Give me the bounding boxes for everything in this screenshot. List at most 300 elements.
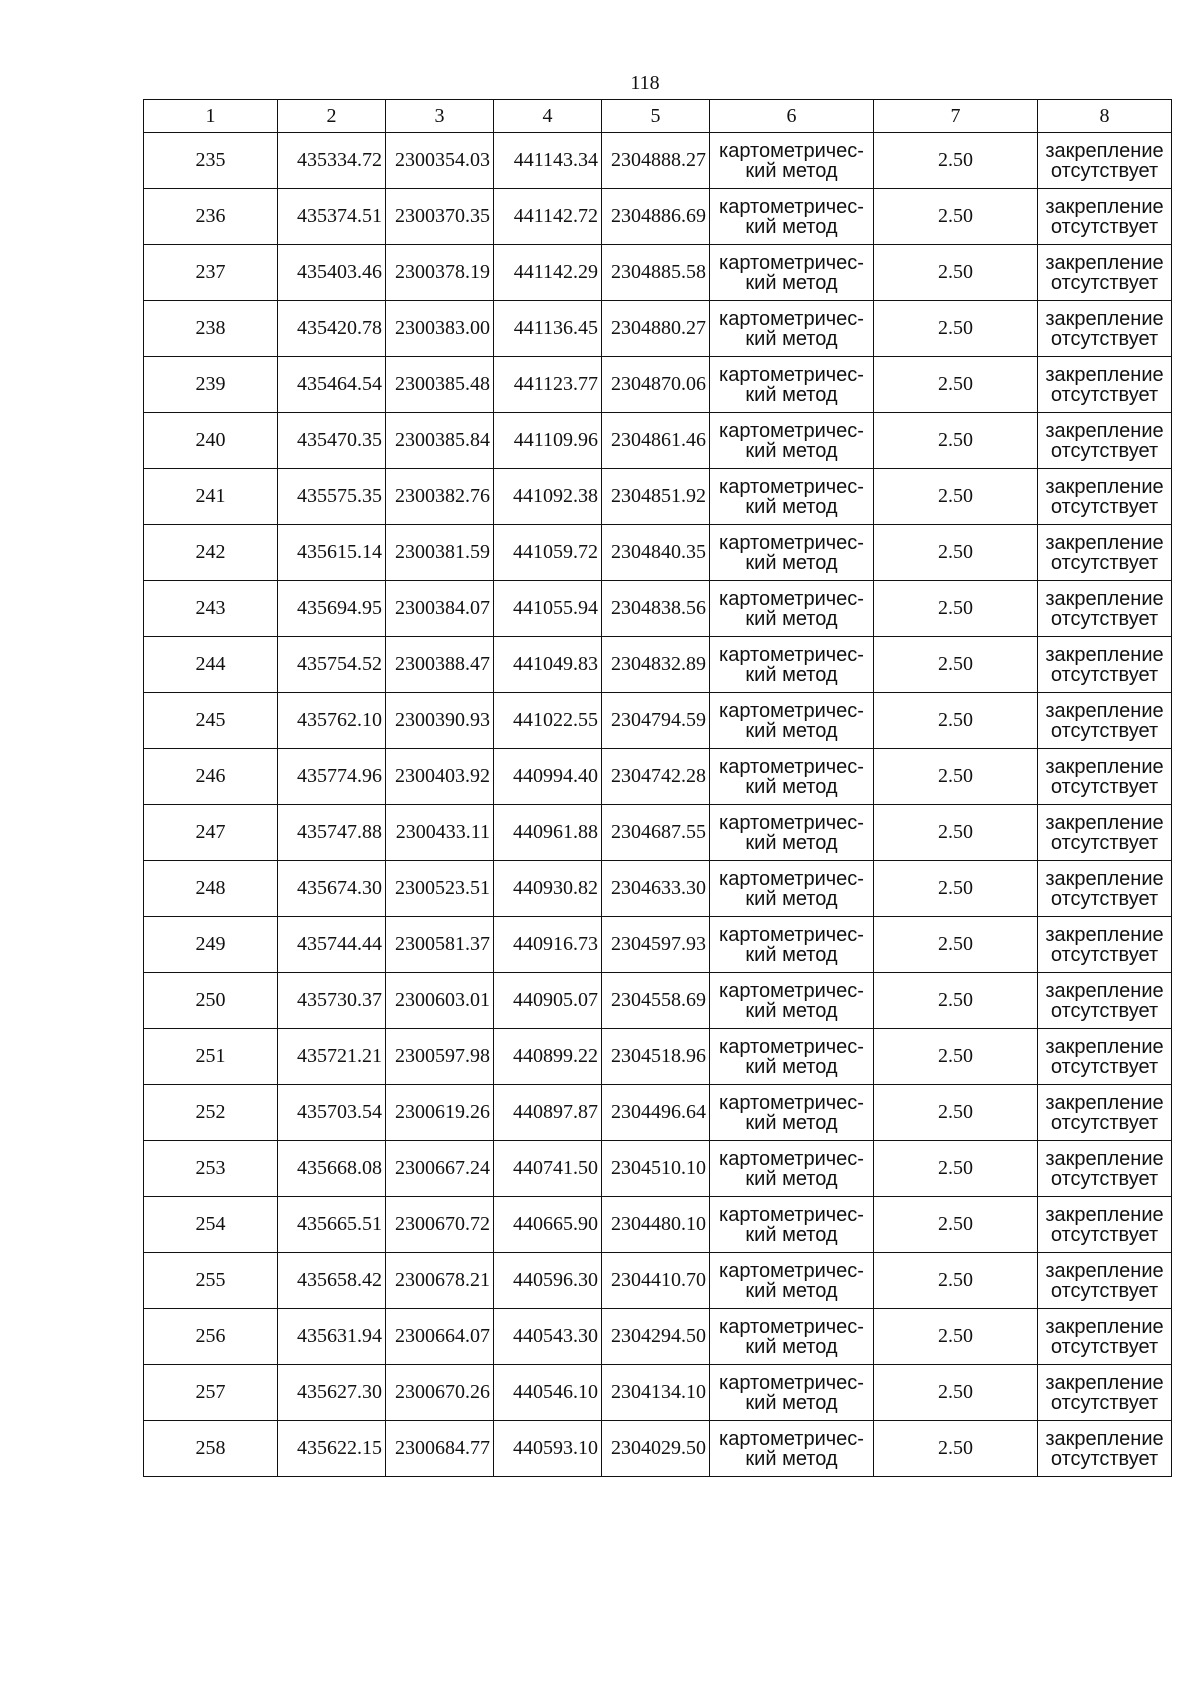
coordinate-cell: 2304410.70 [602,1253,710,1309]
point-number-cell: 241 [144,469,278,525]
fixation-cell [1038,1421,1172,1477]
fixation-text: отсутствует [1050,327,1159,350]
fixation-text: отсутствует [1050,1055,1159,1078]
fixation-text: закрепление [1045,1203,1164,1226]
fixation-text: отсутствует [1050,439,1159,462]
fixation-text: закрепление [1045,587,1164,610]
method-text: картометричес- [719,307,864,330]
point-number-cell: 236 [144,189,278,245]
fixation-text: отсутствует [1050,1167,1159,1190]
method-cell [710,1253,874,1309]
fixation-text: закрепление [1045,1147,1164,1170]
table-row [144,861,1172,917]
coordinate-cell: 435403.46 [278,245,386,301]
point-number-cell: 250 [144,973,278,1029]
fixation-text: закрепление [1045,475,1164,498]
coordinate-cell: 2300370.35 [386,189,494,245]
accuracy-cell: 2.50 [874,1253,1038,1309]
fixation-cell [1038,805,1172,861]
coordinate-cell: 441049.83 [494,637,602,693]
coordinate-cell: 2304838.56 [602,581,710,637]
fixation-cell [1038,581,1172,637]
coordinate-cell: 2300378.19 [386,245,494,301]
coordinate-cell: 2300670.72 [386,1197,494,1253]
coordinate-cell: 435754.52 [278,637,386,693]
coordinate-cell: 435631.94 [278,1309,386,1365]
method-text: картометричес- [719,1427,864,1450]
coordinate-cell: 2304851.92 [602,469,710,525]
fixation-text: закрепление [1045,755,1164,778]
coordinate-cell: 2300603.01 [386,973,494,1029]
method-cell [710,1309,874,1365]
table-header-row [144,100,1172,133]
coordinate-cell: 2300382.76 [386,469,494,525]
fixation-text: закрепление [1045,419,1164,442]
column-header: 5 [602,100,710,133]
method-text: кий метод [745,719,838,742]
accuracy-cell: 2.50 [874,749,1038,805]
coordinate-cell: 435730.37 [278,973,386,1029]
fixation-text: закрепление [1045,1091,1164,1114]
coordinate-cell: 2304880.27 [602,301,710,357]
accuracy-cell: 2.50 [874,1197,1038,1253]
coordinate-cell: 435703.54 [278,1085,386,1141]
coordinate-cell: 2300670.26 [386,1365,494,1421]
method-text: кий метод [745,215,838,238]
table-row [144,1253,1172,1309]
method-text: кий метод [745,999,838,1022]
method-cell [710,917,874,973]
coordinate-cell: 435658.42 [278,1253,386,1309]
coordinate-cell: 2304794.59 [602,693,710,749]
coordinate-cell: 441055.94 [494,581,602,637]
fixation-cell [1038,189,1172,245]
coordinate-cell: 2300581.37 [386,917,494,973]
point-number-cell: 245 [144,693,278,749]
coordinate-cell: 441092.38 [494,469,602,525]
fixation-cell [1038,1309,1172,1365]
coordinate-cell: 2300384.07 [386,581,494,637]
table-row [144,1365,1172,1421]
fixation-text: отсутствует [1050,831,1159,854]
coordinate-cell: 435674.30 [278,861,386,917]
accuracy-cell: 2.50 [874,189,1038,245]
method-cell [710,301,874,357]
coordinate-cell: 440593.10 [494,1421,602,1477]
accuracy-cell: 2.50 [874,637,1038,693]
fixation-cell [1038,973,1172,1029]
fixation-text: отсутствует [1050,1223,1159,1246]
coordinate-cell: 2300523.51 [386,861,494,917]
method-text: кий метод [745,271,838,294]
table-row [144,973,1172,1029]
coordinate-cell: 435774.96 [278,749,386,805]
coordinate-cell: 2300403.92 [386,749,494,805]
column-header: 8 [1038,100,1172,133]
coordinate-cell: 2300385.84 [386,413,494,469]
coordinate-cell: 440543.30 [494,1309,602,1365]
table-row [144,301,1172,357]
method-text: кий метод [745,1279,838,1302]
coordinate-cell: 440905.07 [494,973,602,1029]
accuracy-cell: 2.50 [874,469,1038,525]
coordinate-cell: 441136.45 [494,301,602,357]
method-text: кий метод [745,1167,838,1190]
coordinate-cell: 435668.08 [278,1141,386,1197]
coordinate-cell: 441022.55 [494,693,602,749]
coordinate-cell: 2304518.96 [602,1029,710,1085]
fixation-cell [1038,469,1172,525]
fixation-text: закрепление [1045,979,1164,1002]
fixation-cell [1038,637,1172,693]
coordinate-cell: 435747.88 [278,805,386,861]
point-number-cell: 246 [144,749,278,805]
coordinate-cell: 440899.22 [494,1029,602,1085]
coordinate-cell: 2300678.21 [386,1253,494,1309]
method-text: кий метод [745,551,838,574]
table-row [144,749,1172,805]
method-text: картометричес- [719,419,864,442]
accuracy-cell: 2.50 [874,1365,1038,1421]
point-number-cell: 256 [144,1309,278,1365]
coordinate-cell: 441142.29 [494,245,602,301]
method-text: картометричес- [719,1147,864,1170]
coordinate-cell: 435622.15 [278,1421,386,1477]
method-text: кий метод [745,1447,838,1470]
coordinate-cell: 441123.77 [494,357,602,413]
method-text: кий метод [745,607,838,630]
table-row [144,189,1172,245]
accuracy-cell: 2.50 [874,1421,1038,1477]
coordinate-cell: 2304558.69 [602,973,710,1029]
coordinate-cell: 2304886.69 [602,189,710,245]
method-text: картометричес- [719,363,864,386]
coordinate-cell: 435762.10 [278,693,386,749]
coordinate-cell: 2304294.50 [602,1309,710,1365]
method-cell [710,413,874,469]
coordinate-cell: 435470.35 [278,413,386,469]
method-cell [710,1197,874,1253]
method-cell [710,525,874,581]
method-cell [710,1029,874,1085]
method-text: картометричес- [719,811,864,834]
coordinate-cell: 2304832.89 [602,637,710,693]
method-text: картометричес- [719,475,864,498]
coordinate-cell: 2300388.47 [386,637,494,693]
coordinate-cell: 440596.30 [494,1253,602,1309]
coordinate-cell: 440994.40 [494,749,602,805]
coordinate-cell: 2300390.93 [386,693,494,749]
point-number-cell: 240 [144,413,278,469]
coordinate-cell: 2304134.10 [602,1365,710,1421]
fixation-text: отсутствует [1050,1279,1159,1302]
coordinate-cell: 2304633.30 [602,861,710,917]
method-cell [710,749,874,805]
fixation-cell [1038,413,1172,469]
method-text: кий метод [745,831,838,854]
accuracy-cell: 2.50 [874,581,1038,637]
fixation-text: закрепление [1045,867,1164,890]
fixation-text: закрепление [1045,139,1164,162]
method-text: кий метод [745,775,838,798]
table-row [144,637,1172,693]
accuracy-cell: 2.50 [874,1029,1038,1085]
point-number-cell: 238 [144,301,278,357]
table-body [144,133,1172,1477]
fixation-text: закрепление [1045,1259,1164,1282]
table-row [144,469,1172,525]
coordinate-cell: 2300664.07 [386,1309,494,1365]
fixation-text: отсутствует [1050,215,1159,238]
fixation-text: закрепление [1045,643,1164,666]
table-row [144,357,1172,413]
accuracy-cell: 2.50 [874,133,1038,189]
coordinate-cell: 2304840.35 [602,525,710,581]
accuracy-cell: 2.50 [874,525,1038,581]
fixation-text: отсутствует [1050,1391,1159,1414]
column-header: 6 [710,100,874,133]
coordinate-cell: 2300385.48 [386,357,494,413]
table-row [144,1309,1172,1365]
method-cell [710,637,874,693]
method-text: кий метод [745,495,838,518]
method-text: картометричес- [719,195,864,218]
table-row [144,413,1172,469]
coordinate-cell: 2300619.26 [386,1085,494,1141]
fixation-text: отсутствует [1050,1111,1159,1134]
fixation-text: отсутствует [1050,887,1159,910]
fixation-text: отсутствует [1050,663,1159,686]
method-cell [710,1141,874,1197]
coordinate-cell: 2304029.50 [602,1421,710,1477]
coordinate-cell: 2304496.64 [602,1085,710,1141]
method-text: кий метод [745,1335,838,1358]
column-header: 1 [144,100,278,133]
coordinate-cell: 2304510.10 [602,1141,710,1197]
fixation-text: отсутствует [1050,607,1159,630]
coordinate-cell: 435464.54 [278,357,386,413]
fixation-text: закрепление [1045,699,1164,722]
point-number-cell: 254 [144,1197,278,1253]
point-number-cell: 255 [144,1253,278,1309]
fixation-text: закрепление [1045,1427,1164,1450]
table-row [144,1029,1172,1085]
point-number-cell: 247 [144,805,278,861]
accuracy-cell: 2.50 [874,973,1038,1029]
fixation-text: отсутствует [1050,1335,1159,1358]
coordinate-cell: 440546.10 [494,1365,602,1421]
accuracy-cell: 2.50 [874,413,1038,469]
point-number-cell: 237 [144,245,278,301]
point-number-cell: 243 [144,581,278,637]
column-header: 2 [278,100,386,133]
method-cell [710,189,874,245]
method-text: картометричес- [719,251,864,274]
page-number: 118 [630,72,660,94]
table-row [144,805,1172,861]
fixation-text: отсутствует [1050,1447,1159,1470]
fixation-text: отсутствует [1050,495,1159,518]
method-cell [710,861,874,917]
fixation-cell [1038,1141,1172,1197]
table-row [144,1085,1172,1141]
fixation-cell [1038,1029,1172,1085]
table-row [144,1421,1172,1477]
column-header: 4 [494,100,602,133]
fixation-text: отсутствует [1050,999,1159,1022]
accuracy-cell: 2.50 [874,1085,1038,1141]
coordinates-table [143,99,1172,1477]
table-row [144,917,1172,973]
coordinate-cell: 2304742.28 [602,749,710,805]
fixation-text: отсутствует [1050,551,1159,574]
fixation-cell [1038,1253,1172,1309]
table-row [144,1141,1172,1197]
coordinate-cell: 2300354.03 [386,133,494,189]
coordinate-cell: 2304597.93 [602,917,710,973]
coordinate-cell: 441059.72 [494,525,602,581]
coordinate-cell: 435334.72 [278,133,386,189]
coordinate-cell: 435420.78 [278,301,386,357]
coordinate-cell: 440930.82 [494,861,602,917]
coordinate-cell: 2304870.06 [602,357,710,413]
method-cell [710,805,874,861]
coordinate-cell: 2300667.24 [386,1141,494,1197]
coordinate-cell: 2304885.58 [602,245,710,301]
method-text: кий метод [745,943,838,966]
fixation-text: закрепление [1045,811,1164,834]
accuracy-cell: 2.50 [874,861,1038,917]
coordinate-cell: 435627.30 [278,1365,386,1421]
fixation-cell [1038,917,1172,973]
coordinate-cell: 440916.73 [494,917,602,973]
method-text: картометричес- [719,923,864,946]
column-header: 3 [386,100,494,133]
method-cell [710,357,874,413]
fixation-cell [1038,1365,1172,1421]
fixation-cell [1038,693,1172,749]
coordinate-cell: 440665.90 [494,1197,602,1253]
accuracy-cell: 2.50 [874,693,1038,749]
coordinate-cell: 435665.51 [278,1197,386,1253]
accuracy-cell: 2.50 [874,1141,1038,1197]
coordinate-cell: 441143.34 [494,133,602,189]
accuracy-cell: 2.50 [874,245,1038,301]
fixation-text: отсутствует [1050,383,1159,406]
point-number-cell: 258 [144,1421,278,1477]
coordinate-cell: 440741.50 [494,1141,602,1197]
fixation-text: закрепление [1045,363,1164,386]
method-text: картометричес- [719,1371,864,1394]
fixation-text: закрепление [1045,307,1164,330]
method-text: кий метод [745,887,838,910]
method-text: картометричес- [719,1035,864,1058]
fixation-cell [1038,357,1172,413]
accuracy-cell: 2.50 [874,1309,1038,1365]
table-row [144,581,1172,637]
fixation-text: отсутствует [1050,719,1159,742]
fixation-text: закрепление [1045,531,1164,554]
method-cell [710,133,874,189]
fixation-cell [1038,133,1172,189]
table-row [144,133,1172,189]
fixation-text: закрепление [1045,195,1164,218]
table-row [144,525,1172,581]
accuracy-cell: 2.50 [874,917,1038,973]
table-row [144,693,1172,749]
method-cell [710,973,874,1029]
method-cell [710,581,874,637]
fixation-text: закрепление [1045,251,1164,274]
coordinate-cell: 435694.95 [278,581,386,637]
accuracy-cell: 2.50 [874,357,1038,413]
method-text: картометричес- [719,1315,864,1338]
fixation-cell [1038,861,1172,917]
coordinate-cell: 435615.14 [278,525,386,581]
coordinate-cell: 435374.51 [278,189,386,245]
point-number-cell: 248 [144,861,278,917]
fixation-cell [1038,1197,1172,1253]
method-text: картометричес- [719,755,864,778]
fixation-cell [1038,245,1172,301]
coordinate-cell: 435575.35 [278,469,386,525]
method-text: картометричес- [719,531,864,554]
point-number-cell: 235 [144,133,278,189]
coordinate-cell: 2304861.46 [602,413,710,469]
method-text: картометричес- [719,139,864,162]
point-number-cell: 253 [144,1141,278,1197]
point-number-cell: 242 [144,525,278,581]
coordinate-cell: 440897.87 [494,1085,602,1141]
method-text: картометричес- [719,867,864,890]
method-text: кий метод [745,383,838,406]
fixation-text: закрепление [1045,1035,1164,1058]
coordinate-cell: 2300383.00 [386,301,494,357]
coordinate-cell: 2300684.77 [386,1421,494,1477]
method-text: картометричес- [719,979,864,1002]
fixation-text: закрепление [1045,1315,1164,1338]
method-cell [710,469,874,525]
fixation-cell [1038,1085,1172,1141]
point-number-cell: 252 [144,1085,278,1141]
coordinate-cell: 435721.21 [278,1029,386,1085]
coordinate-cell: 2300433.11 [386,805,494,861]
fixation-cell [1038,749,1172,805]
accuracy-cell: 2.50 [874,301,1038,357]
method-cell [710,1421,874,1477]
method-text: кий метод [745,663,838,686]
fixation-text: отсутствует [1050,159,1159,182]
point-number-cell: 249 [144,917,278,973]
accuracy-cell: 2.50 [874,805,1038,861]
method-text: кий метод [745,1055,838,1078]
method-text: картометричес- [719,1203,864,1226]
fixation-cell [1038,301,1172,357]
coordinate-cell: 2300597.98 [386,1029,494,1085]
method-text: кий метод [745,1111,838,1134]
method-text: картометричес- [719,1091,864,1114]
method-text: кий метод [745,1391,838,1414]
coordinate-cell: 2304888.27 [602,133,710,189]
fixation-text: закрепление [1045,923,1164,946]
method-cell [710,245,874,301]
coordinate-cell: 441109.96 [494,413,602,469]
fixation-text: закрепление [1045,1371,1164,1394]
coordinate-cell: 440961.88 [494,805,602,861]
point-number-cell: 251 [144,1029,278,1085]
method-text: картометричес- [719,699,864,722]
point-number-cell: 244 [144,637,278,693]
